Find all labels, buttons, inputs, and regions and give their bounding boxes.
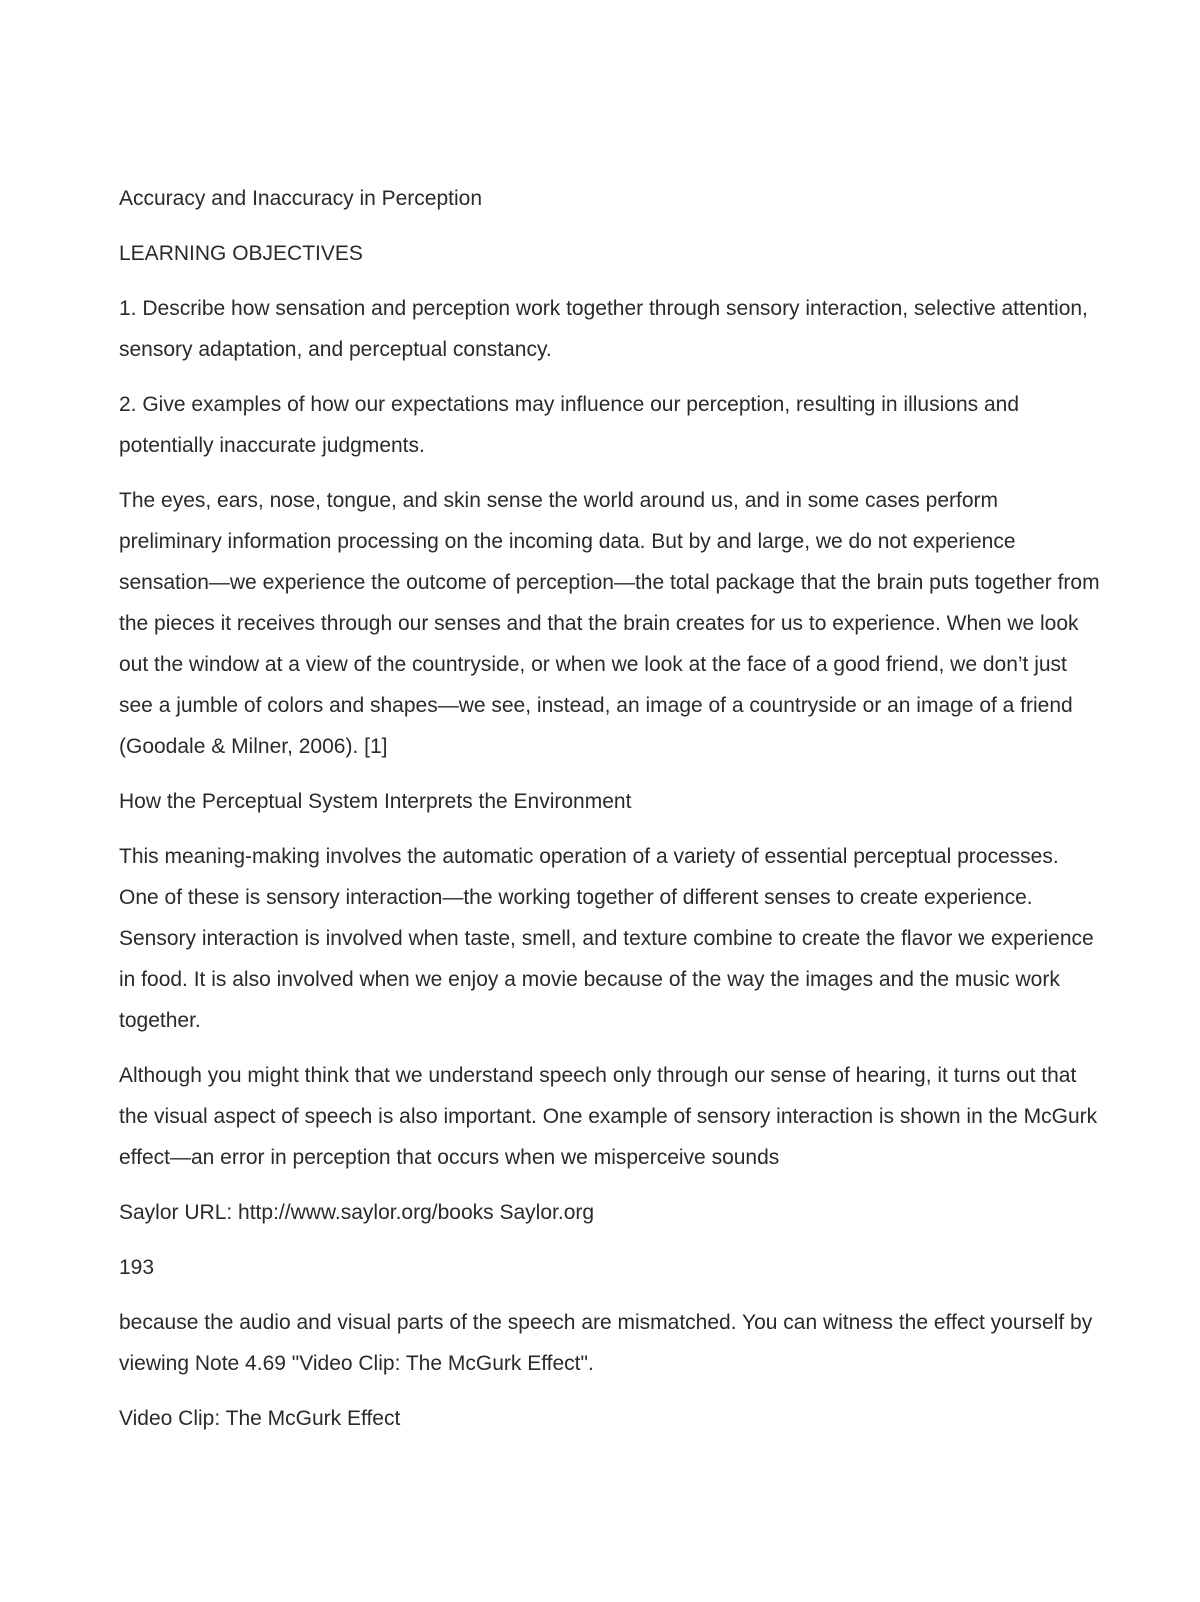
paragraph-mcgurk-intro: Although you might think that we understand speech only through our sense of hearing, it turns out that the visual aspect of speech is also important. One example of sensory interaction is shown in the McGurk effect—an error in perception that occurs when we misperceive sounds xyxy=(119,1064,1098,1169)
video-clip-heading: Video Clip: The McGurk Effect xyxy=(119,1407,401,1430)
section-heading: How the Perceptual System Interprets the Environment xyxy=(119,790,632,813)
paragraph-sensory-interaction: This meaning-making involves the automatic operation of a variety of essential perceptual processes. One of these is sensory interaction—the working together of different senses to create experience. Sensory interaction is involved when taste, smell, and texture combine to create the flavor we experience in food. It is also involved when we enjoy a movie because of the way the images and the music work together. xyxy=(119,845,1094,1032)
objective-2: 2. Give examples of how our expectations may influence our perception, resulting in illusions and potentially inaccurate judgments. xyxy=(119,393,1019,457)
objectives-heading: LEARNING OBJECTIVES xyxy=(119,242,363,265)
paragraph-perception-intro: The eyes, ears, nose, tongue, and skin sense the world around us, and in some cases perform preliminary information processing on the incoming data. But by and large, we do not experience sensation—we experience the outcome of perception—the total package that the brain puts together from the pieces it receives through our senses and that the brain creates for us to experience. When we look out the window at a view of the countryside, or when we look at the face of a good friend, we don’t just see a jumble of colors and shapes—we see, instead, an image of a countryside or an image of a friend (Goodale & Milner, 2006). [1] xyxy=(119,489,1100,758)
source-line: Saylor URL: http://www.saylor.org/books Saylor.org xyxy=(119,1201,595,1224)
document-title: Accuracy and Inaccuracy in Perception xyxy=(119,187,483,210)
objective-1: 1. Describe how sensation and perception work together through sensory interaction, selective attention, sensory adaptation, and perceptual constancy. xyxy=(119,297,1088,361)
document-body xyxy=(119,178,1104,1453)
page-number: 193 xyxy=(119,1256,155,1279)
paragraph-mcgurk-continued: because the audio and visual parts of the speech are mismatched. You can witness the effect yourself by viewing Note 4.69 "Video Clip: The McGurk Effect". xyxy=(119,1311,1093,1375)
